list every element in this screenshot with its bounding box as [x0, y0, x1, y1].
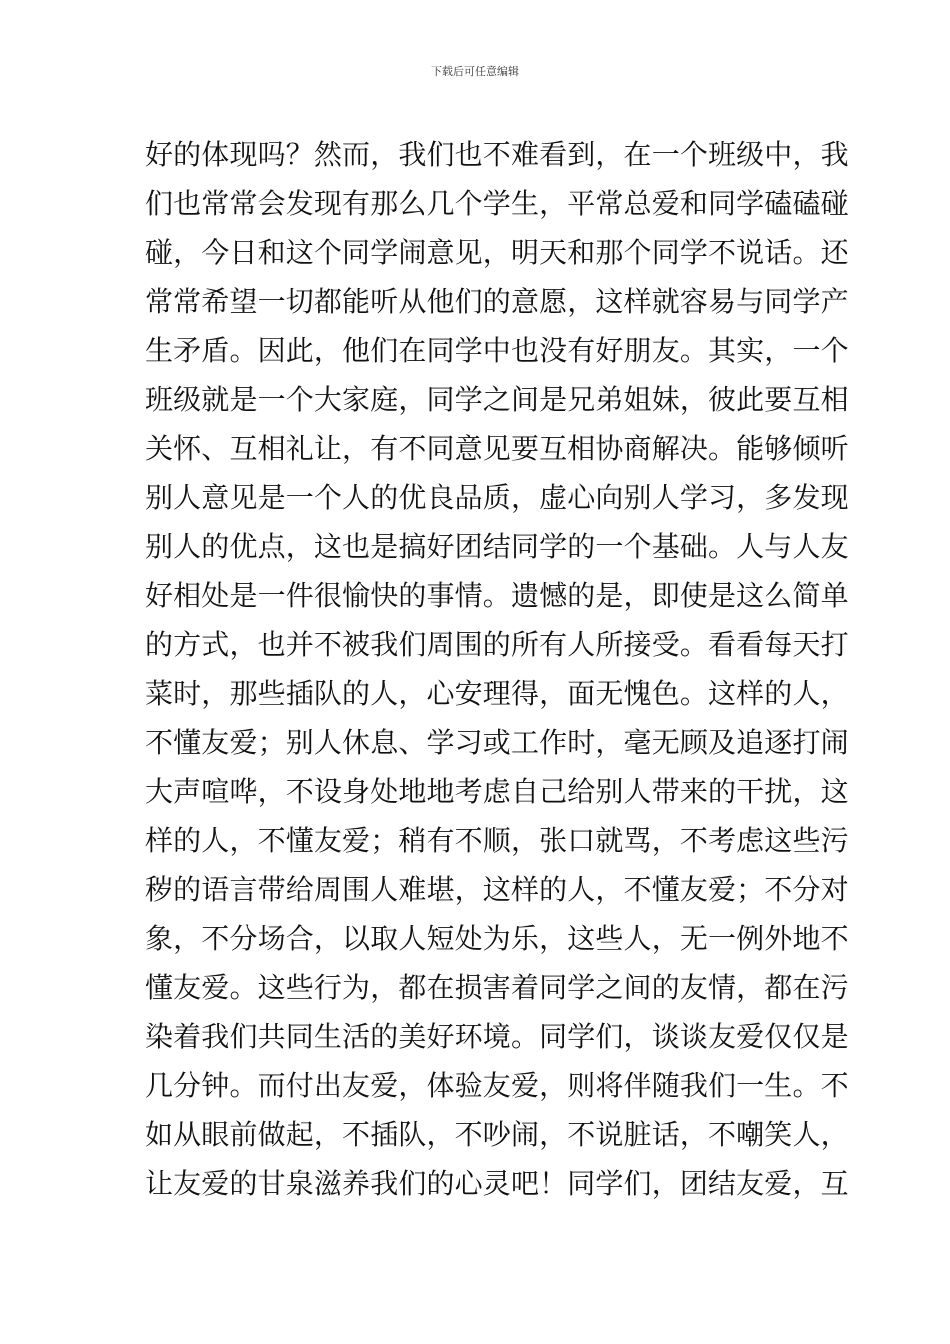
text-line: 的方式，也并不被我们周围的所有人所接受。看看每天打: [145, 628, 849, 661]
text-line: 如从眼前做起，不插队，不吵闹，不说脏话，不嘲笑人，: [145, 1118, 849, 1151]
text-line: 别人意见是一个人的优良品质，虚心向别人学习，多发现: [145, 481, 849, 514]
text-line: 常常希望一切都能听从他们的意愿，这样就容易与同学产: [145, 285, 849, 318]
text-line: 碰，今日和这个同学闹意见，明天和那个同学不说话。还: [145, 236, 849, 269]
text-line: 别人的优点，这也是搞好团结同学的一个基础。人与人友: [145, 530, 849, 563]
text-line: 染着我们共同生活的美好环境。同学们，谈谈友爱仅仅是: [145, 1020, 849, 1053]
text-line: 菜时，那些插队的人，心安理得，面无愧色。这样的人，: [145, 677, 849, 710]
text-line: 象，不分场合，以取人短处为乐，这些人，无一例外地不: [145, 922, 849, 955]
text-line: 好相处是一件很愉快的事情。遗憾的是，即使是这么简单: [145, 579, 849, 612]
text-line: 们也常常会发现有那么几个学生，平常总爱和同学磕磕碰: [145, 187, 849, 220]
text-line: 让友爱的甘泉滋养我们的心灵吧！同学们，团结友爱，互: [145, 1167, 849, 1200]
text-line: 关怀、互相礼让，有不同意见要互相协商解决。能够倾听: [145, 432, 849, 465]
text-line: 好的体现吗？然而，我们也不难看到，在一个班级中，我: [145, 138, 849, 171]
text-line: 样的人，不懂友爱；稍有不顺，张口就骂，不考虑这些污: [145, 824, 849, 857]
page-header: 下载后可任意编辑: [431, 65, 519, 78]
text-line: 生矛盾。因此，他们在同学中也没有好朋友。其实，一个: [145, 334, 849, 367]
document-body: [145, 130, 849, 1208]
text-line: 大声喧哗，不设身处地地考虑自己给别人带来的干扰，这: [145, 775, 849, 808]
text-line: 班级就是一个大家庭，同学之间是兄弟姐妹，彼此要互相: [145, 383, 849, 416]
text-line: 懂友爱。这些行为，都在损害着同学之间的友情，都在污: [145, 971, 849, 1004]
text-line: 不懂友爱；别人休息、学习或工作时，毫无顾及追逐打闹: [145, 726, 849, 759]
text-line: 秽的语言带给周围人难堪，这样的人，不懂友爱；不分对: [145, 873, 849, 906]
text-line: 几分钟。而付出友爱，体验友爱，则将伴随我们一生。不: [145, 1069, 849, 1102]
